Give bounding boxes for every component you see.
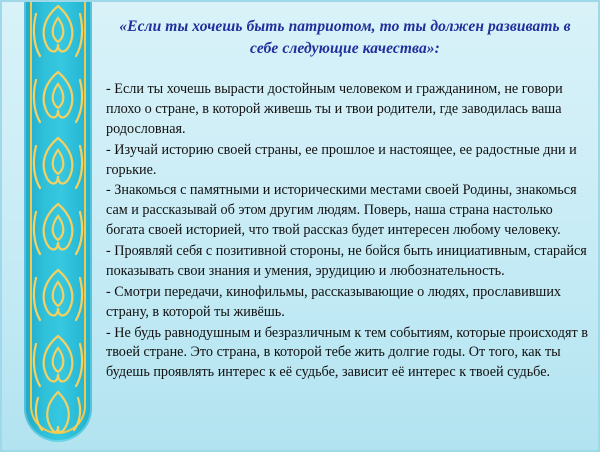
body-paragraph: - Изучай историю своей страны, ее прошлое и настоящее, ее радостные дни и горькие. (106, 141, 577, 178)
ornament-pattern-icon (24, 0, 92, 442)
body-paragraph: - Проявляй себя с позитивной стороны, не бойся быть инициативным, старайся показывать свои знания и умения, эрудицию и любознательность. (106, 243, 587, 279)
slide-body (106, 80, 590, 384)
body-paragraph: - Если ты хочешь вырасти достойным человеком и гражданином, не говори плохо о стране, в которой живешь ты и твои родители, где заводилась ваша родословная. (106, 81, 563, 137)
body-paragraph: - Смотри передачи, кинофильмы, рассказывающие о людях, прославивших страну, в которой ты живёшь. (106, 283, 562, 320)
body-paragraph: - Не будь равнодушным и безразличным к тем событиям, которые происходят в твоей стране. Это страна, в которой тебе жить долгие годы. От того, как ты будешь проявлять интерес к её судьбе, зависит её интерес к твоей судьбе. (106, 324, 588, 381)
slide-title: «Если ты хочешь быть патриотом, то ты должен развивать в себе следующие качества»: (119, 18, 571, 57)
decorative-ornament-band (24, 0, 92, 442)
body-paragraph: - Знакомься с памятными и историческими местами своей Родины, знакомься сам и рассказывай об этом другим людям. Поверь, наша страна настолько богата своей историей, что твой рассказ будет интересен любому человеку. (106, 182, 577, 239)
